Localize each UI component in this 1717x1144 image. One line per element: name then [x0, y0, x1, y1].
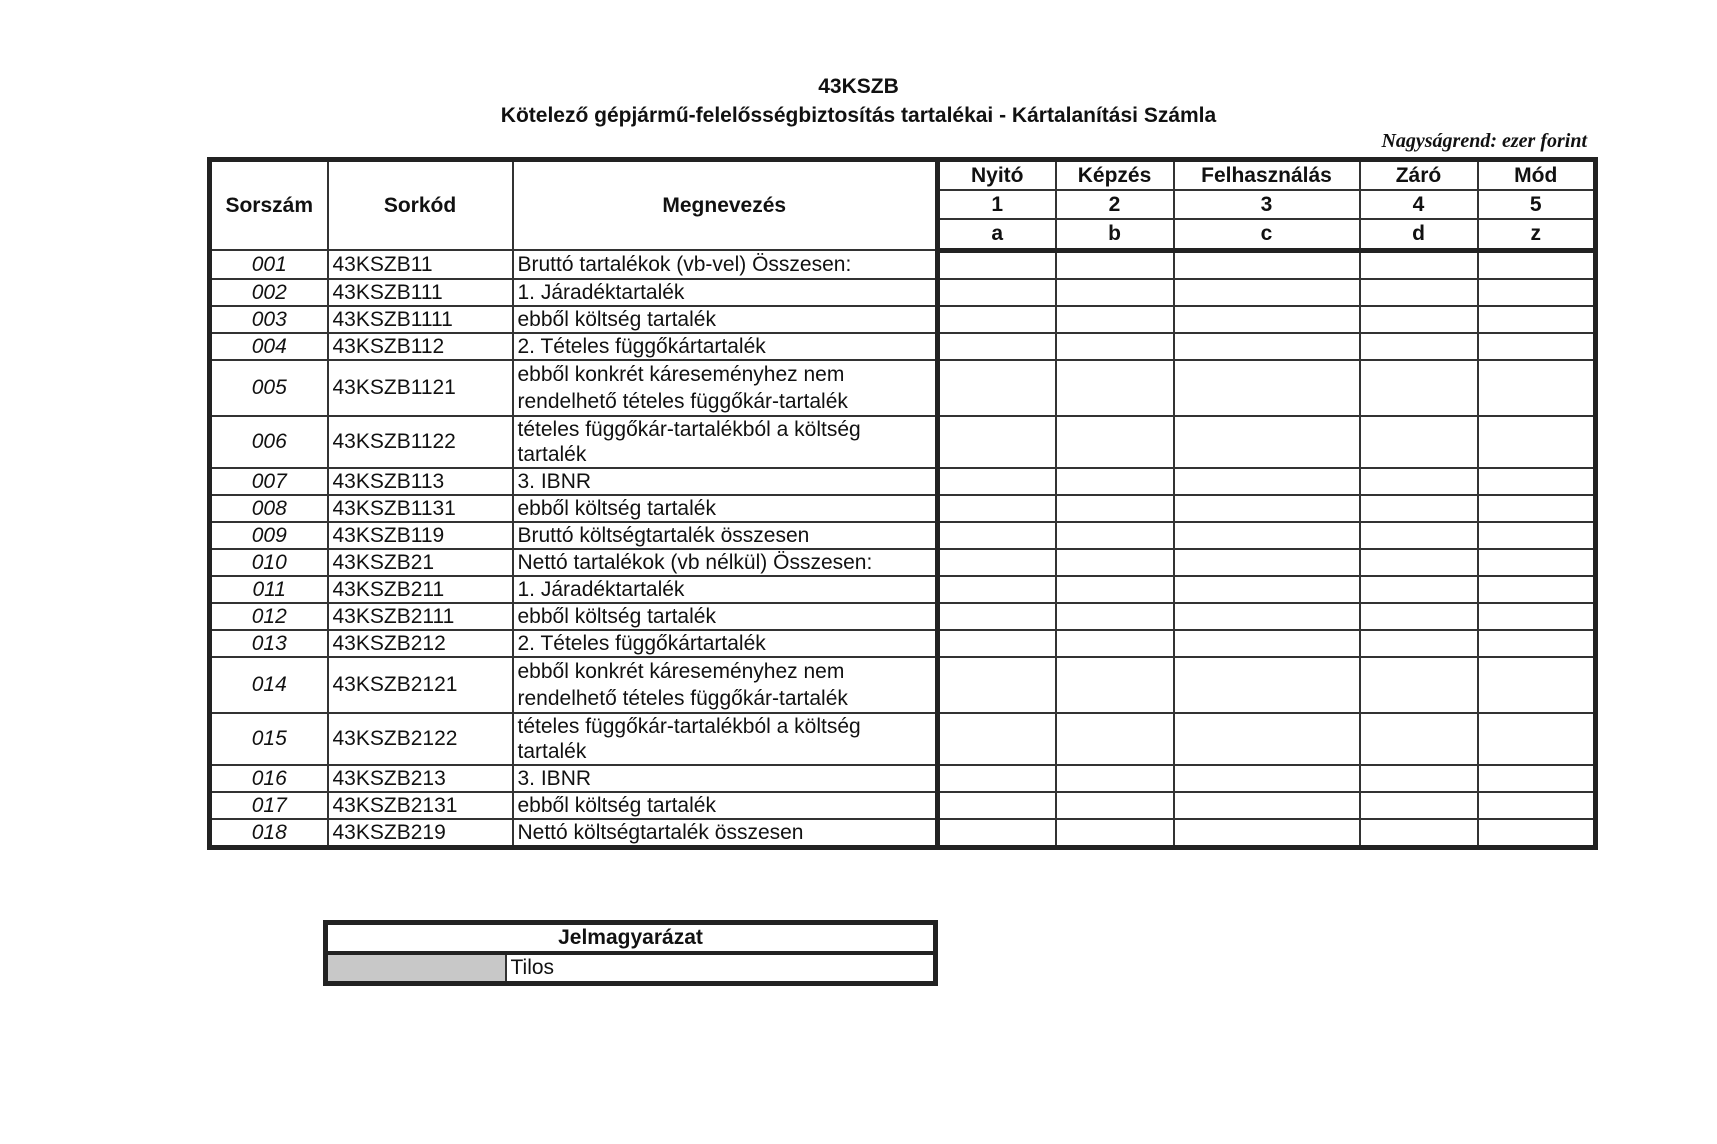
value-cell[interactable] — [938, 495, 1056, 522]
value-cell[interactable] — [1174, 630, 1360, 657]
form-code: 43KSZB — [818, 75, 899, 98]
row-number: 018 — [210, 819, 328, 848]
value-cell[interactable] — [938, 576, 1056, 603]
value-cell[interactable] — [1056, 630, 1174, 657]
value-cell[interactable] — [1478, 416, 1596, 468]
value-cell[interactable] — [1360, 306, 1478, 333]
page-title — [0, 72, 1717, 130]
value-cell[interactable] — [1360, 250, 1478, 279]
value-cell[interactable] — [1174, 333, 1360, 360]
value-cell[interactable] — [1360, 765, 1478, 792]
row-number: 011 — [210, 576, 328, 603]
row-code: 43KSZB21 — [328, 549, 513, 576]
row-number: 015 — [210, 713, 328, 765]
value-cell[interactable] — [1056, 819, 1174, 848]
value-cell[interactable] — [938, 549, 1056, 576]
value-cell[interactable] — [1360, 630, 1478, 657]
row-name: tételes függőkár-tartalékból a költség tartalék — [513, 713, 938, 765]
value-cell[interactable] — [938, 468, 1056, 495]
row-number: 005 — [210, 360, 328, 416]
row-code: 43KSZB211 — [328, 576, 513, 603]
value-cell[interactable] — [1056, 333, 1174, 360]
value-cell[interactable] — [1174, 250, 1360, 279]
value-cell[interactable] — [1478, 333, 1596, 360]
legend-title: Jelmagyarázat — [326, 923, 936, 954]
row-name: 1. Járadéktartalék — [513, 576, 938, 603]
table-row — [210, 765, 1596, 792]
value-cell[interactable] — [1360, 522, 1478, 549]
col-header-label: Nyitó — [938, 160, 1056, 191]
value-cell[interactable] — [1056, 657, 1174, 713]
value-cell[interactable] — [1478, 549, 1596, 576]
table-row — [210, 657, 1596, 713]
table-body — [210, 250, 1596, 847]
value-cell[interactable] — [1174, 657, 1360, 713]
row-name: 2. Tételes függőkártartalék — [513, 333, 938, 360]
row-number: 001 — [210, 250, 328, 279]
col-header-sorszam: Sorszám — [210, 160, 328, 251]
value-cell[interactable] — [1174, 416, 1360, 468]
value-cell[interactable] — [1056, 250, 1174, 279]
row-name: ebből költség tartalék — [513, 306, 938, 333]
value-cell[interactable] — [1478, 495, 1596, 522]
value-cell[interactable] — [938, 279, 1056, 306]
row-code: 43KSZB11 — [328, 250, 513, 279]
legend-item-label: Tilos — [506, 953, 936, 984]
table-row — [210, 522, 1596, 549]
value-cell[interactable] — [938, 713, 1056, 765]
row-number: 009 — [210, 522, 328, 549]
value-cell[interactable] — [1478, 522, 1596, 549]
row-name: tételes függőkár-tartalékból a költség tartalék — [513, 416, 938, 468]
value-cell[interactable] — [938, 333, 1056, 360]
table-row — [210, 306, 1596, 333]
col-header-label: Képzés — [1056, 160, 1174, 191]
value-cell[interactable] — [1360, 468, 1478, 495]
row-code: 43KSZB2111 — [328, 603, 513, 630]
legend-table — [323, 920, 938, 986]
row-number: 010 — [210, 549, 328, 576]
value-cell[interactable] — [1174, 576, 1360, 603]
value-cell[interactable] — [1056, 549, 1174, 576]
value-cell[interactable] — [1174, 713, 1360, 765]
table-row — [210, 792, 1596, 819]
col-header-letter: z — [1478, 219, 1596, 250]
value-cell[interactable] — [938, 416, 1056, 468]
value-cell[interactable] — [1478, 792, 1596, 819]
legend-swatch — [326, 953, 506, 984]
col-header-letter: b — [1056, 219, 1174, 250]
value-cell[interactable] — [1478, 250, 1596, 279]
col-header-number: 3 — [1174, 190, 1360, 219]
table-row — [210, 360, 1596, 416]
value-cell[interactable] — [1360, 495, 1478, 522]
row-code: 43KSZB119 — [328, 522, 513, 549]
value-cell[interactable] — [1360, 279, 1478, 306]
table-row — [210, 549, 1596, 576]
table-row — [210, 819, 1596, 848]
value-cell[interactable] — [938, 657, 1056, 713]
value-cell[interactable] — [1056, 792, 1174, 819]
unit-note: Nagyságrend: ezer forint — [1381, 130, 1587, 152]
value-cell[interactable] — [1056, 576, 1174, 603]
value-cell[interactable] — [1360, 416, 1478, 468]
value-cell[interactable] — [1056, 468, 1174, 495]
col-header-label: Záró — [1360, 160, 1478, 191]
row-number: 003 — [210, 306, 328, 333]
value-cell[interactable] — [1056, 522, 1174, 549]
value-cell[interactable] — [1056, 495, 1174, 522]
value-cell[interactable] — [938, 630, 1056, 657]
value-cell[interactable] — [1478, 630, 1596, 657]
value-cell[interactable] — [1478, 603, 1596, 630]
table-row — [210, 250, 1596, 279]
value-cell[interactable] — [1478, 360, 1596, 416]
col-header-number: 1 — [938, 190, 1056, 219]
value-cell[interactable] — [1174, 819, 1360, 848]
col-header-number: 2 — [1056, 190, 1174, 219]
value-cell[interactable] — [1056, 306, 1174, 333]
value-cell[interactable] — [1056, 416, 1174, 468]
row-code: 43KSZB112 — [328, 333, 513, 360]
row-name: Nettó költségtartalék összesen — [513, 819, 938, 848]
row-code: 43KSZB2121 — [328, 657, 513, 713]
row-name: ebből költség tartalék — [513, 603, 938, 630]
row-name: Nettó tartalékok (vb nélkül) Összesen: — [513, 549, 938, 576]
table-row — [210, 416, 1596, 468]
col-header-label: Mód — [1478, 160, 1596, 191]
col-header-letter: a — [938, 219, 1056, 250]
value-cell[interactable] — [1174, 603, 1360, 630]
row-number: 007 — [210, 468, 328, 495]
row-code: 43KSZB219 — [328, 819, 513, 848]
value-cell[interactable] — [1174, 792, 1360, 819]
row-number: 016 — [210, 765, 328, 792]
row-number: 002 — [210, 279, 328, 306]
value-cell[interactable] — [938, 306, 1056, 333]
row-code: 43KSZB212 — [328, 630, 513, 657]
row-code: 43KSZB111 — [328, 279, 513, 306]
table-row — [210, 495, 1596, 522]
col-header-megnevezes: Megnevezés — [513, 160, 938, 251]
value-cell[interactable] — [938, 819, 1056, 848]
value-cell[interactable] — [1056, 279, 1174, 306]
value-cell[interactable] — [938, 522, 1056, 549]
row-number: 017 — [210, 792, 328, 819]
row-code: 43KSZB1131 — [328, 495, 513, 522]
row-number: 004 — [210, 333, 328, 360]
table-row — [210, 603, 1596, 630]
row-name: ebből költség tartalék — [513, 792, 938, 819]
value-cell[interactable] — [1056, 713, 1174, 765]
row-name: ebből költség tartalék — [513, 495, 938, 522]
value-cell[interactable] — [1174, 765, 1360, 792]
value-cell[interactable] — [1360, 333, 1478, 360]
row-number: 006 — [210, 416, 328, 468]
row-name: 2. Tételes függőkártartalék — [513, 630, 938, 657]
value-cell[interactable] — [1174, 360, 1360, 416]
value-cell[interactable] — [1478, 468, 1596, 495]
value-cell[interactable] — [1478, 765, 1596, 792]
value-cell[interactable] — [1360, 603, 1478, 630]
row-code: 43KSZB1122 — [328, 416, 513, 468]
table-row — [210, 279, 1596, 306]
row-code: 43KSZB1111 — [328, 306, 513, 333]
col-header-number: 4 — [1360, 190, 1478, 219]
value-cell[interactable] — [1478, 713, 1596, 765]
value-cell[interactable] — [938, 250, 1056, 279]
value-cell[interactable] — [938, 603, 1056, 630]
col-header-letter: c — [1174, 219, 1360, 250]
value-cell[interactable] — [1056, 765, 1174, 792]
row-number: 008 — [210, 495, 328, 522]
value-cell[interactable] — [938, 792, 1056, 819]
row-number: 013 — [210, 630, 328, 657]
value-cell[interactable] — [1174, 306, 1360, 333]
row-name: 3. IBNR — [513, 765, 938, 792]
col-header-number: 5 — [1478, 190, 1596, 219]
value-cell[interactable] — [1360, 657, 1478, 713]
value-cell[interactable] — [1478, 819, 1596, 848]
value-cell[interactable] — [1478, 279, 1596, 306]
table-row — [210, 468, 1596, 495]
row-name: 3. IBNR — [513, 468, 938, 495]
row-name: Bruttó tartalékok (vb-vel) Összesen: — [513, 250, 938, 279]
row-number: 014 — [210, 657, 328, 713]
form-title: Kötelező gépjármű-felelősségbiztosítás tartalékai - Kártalanítási Számla — [500, 104, 1217, 127]
col-header-sorkod: Sorkód — [328, 160, 513, 251]
value-cell[interactable] — [938, 360, 1056, 416]
table-row — [210, 630, 1596, 657]
table-row — [210, 713, 1596, 765]
value-cell[interactable] — [1056, 603, 1174, 630]
reserves-table — [207, 157, 1598, 850]
row-name: ebből konkrét káreseményhez nem rendelhető tételes függőkár-tartalék — [513, 360, 938, 416]
value-cell[interactable] — [1478, 576, 1596, 603]
value-cell[interactable] — [1174, 522, 1360, 549]
row-name: 1. Járadéktartalék — [513, 279, 938, 306]
value-cell[interactable] — [1360, 549, 1478, 576]
value-cell[interactable] — [1478, 657, 1596, 713]
col-header-letter: d — [1360, 219, 1478, 250]
table-row — [210, 576, 1596, 603]
row-code: 43KSZB213 — [328, 765, 513, 792]
value-cell[interactable] — [938, 765, 1056, 792]
value-cell[interactable] — [1360, 819, 1478, 848]
value-cell[interactable] — [1478, 306, 1596, 333]
table-row — [210, 333, 1596, 360]
value-cell[interactable] — [1174, 495, 1360, 522]
value-cell[interactable] — [1360, 360, 1478, 416]
value-cell[interactable] — [1174, 468, 1360, 495]
row-name: Bruttó költségtartalék összesen — [513, 522, 938, 549]
value-cell[interactable] — [1360, 713, 1478, 765]
col-header-label: Felhasználás — [1174, 160, 1360, 191]
row-code: 43KSZB1121 — [328, 360, 513, 416]
row-code: 43KSZB2131 — [328, 792, 513, 819]
value-cell[interactable] — [1360, 792, 1478, 819]
value-cell[interactable] — [1360, 576, 1478, 603]
row-code: 43KSZB113 — [328, 468, 513, 495]
row-number: 012 — [210, 603, 328, 630]
value-cell[interactable] — [1174, 279, 1360, 306]
value-cell[interactable] — [1174, 549, 1360, 576]
row-name: ebből konkrét káreseményhez nem rendelhető tételes függőkár-tartalék — [513, 657, 938, 713]
row-code: 43KSZB2122 — [328, 713, 513, 765]
value-cell[interactable] — [1056, 360, 1174, 416]
